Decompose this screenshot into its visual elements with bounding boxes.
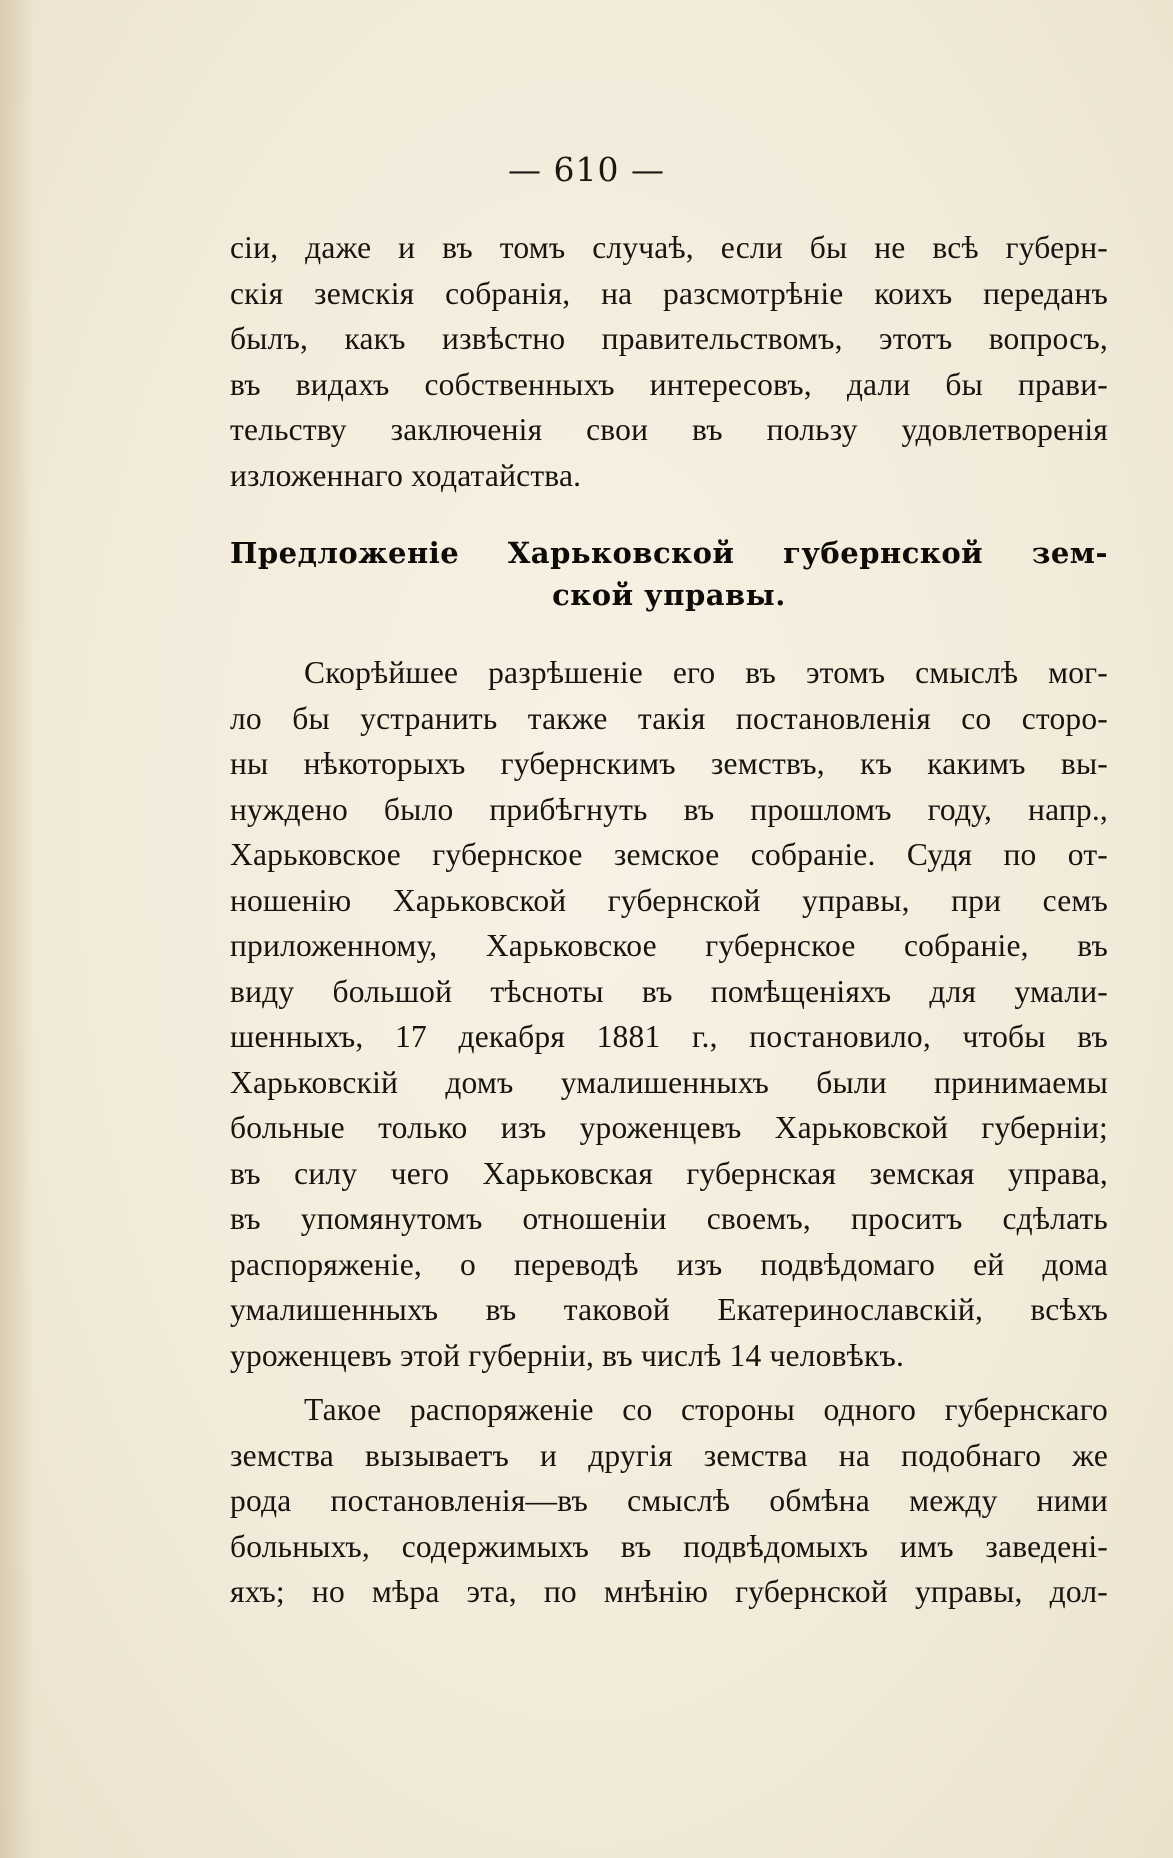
text-line: больные только изъ уроженцевъ Харьковской губерніи;: [230, 1110, 1108, 1145]
text-line: ло бы устранить также такія постановленія со сторо-: [230, 700, 1108, 736]
text-line: шенныхъ, 17 декабря 1881 г., постановило, чтобы въ: [230, 1019, 1108, 1054]
section-heading: [230, 532, 1108, 616]
text-line: больныхъ, содержимыхъ въ подвѣдомыхъ имъ заведені-: [230, 1528, 1108, 1564]
text-line: въ силу чего Харьковская губернская земская управа,: [230, 1155, 1108, 1191]
text-line: рода постановленія—въ смыслѣ обмѣна между ними: [230, 1483, 1108, 1518]
text-line: ношенію Харьковской губернской управы, при семъ: [230, 882, 1108, 918]
text-line: изложеннаго ходатайства.: [230, 457, 582, 493]
heading-line: Предложеніе Харьковской губернской зем-: [230, 536, 1108, 570]
text-line: земства вызываетъ и другія земства на подобнаго же: [230, 1437, 1108, 1473]
text-line: былъ, какъ извѣстно правительствомъ, этотъ вопросъ,: [230, 321, 1108, 356]
text-line: яхъ; но мѣра эта, по мнѣнію губернской управы, дол-: [230, 1574, 1108, 1609]
text-line: въ упомянутомъ отношеніи своемъ, проситъ сдѣлать: [230, 1201, 1108, 1236]
text-line: приложенному, Харьковское губернское собраніе, въ: [230, 928, 1108, 963]
text-line: умалишенныхъ въ таковой Екатеринославскій, всѣхъ: [230, 1292, 1108, 1327]
text-line: тельству заключенія свои въ пользу удовлетворенія: [230, 412, 1108, 447]
text-line: виду большой тѣсноты въ помѣщеніяхъ для умали-: [230, 973, 1108, 1009]
text-line: Харьковскій домъ умалишенныхъ были принимаемы: [230, 1064, 1108, 1100]
heading-line: ской управы.: [552, 578, 786, 612]
text-line: въ видахъ собственныхъ интересовъ, дали бы прави-: [230, 366, 1108, 402]
text-line: распоряженіе, о переводѣ изъ подвѣдомаго ей дома: [230, 1246, 1108, 1282]
text-line: Такое распоряженіе со стороны одного губернскаго: [304, 1392, 1108, 1427]
page-number: — 610 —: [508, 150, 665, 189]
text-line: уроженцевъ этой губерніи, въ числѣ 14 человѣкъ.: [230, 1337, 905, 1373]
text-line: сіи, даже и въ томъ случаѣ, если бы не всѣ губерн-: [230, 230, 1108, 265]
paragraph-next: [230, 1387, 1108, 1615]
text-line: Скорѣйшее разрѣшеніе его въ этомъ смыслѣ мог-: [304, 655, 1108, 690]
paragraph-main: [230, 650, 1108, 1378]
paragraph-continuation: [230, 225, 1108, 498]
text-line: ны нѣкоторыхъ губернскимъ земствъ, къ какимъ вы-: [230, 746, 1108, 781]
text-line: скія земскія собранія, на разсмотрѣніе коихъ переданъ: [230, 275, 1108, 311]
text-line: Харьковское губернское земское собраніе. Судя по от-: [230, 837, 1108, 872]
page-edge-shadow: [0, 0, 34, 1858]
text-line: нуждено было прибѣгнуть въ прошломъ году, напр.,: [230, 791, 1108, 827]
